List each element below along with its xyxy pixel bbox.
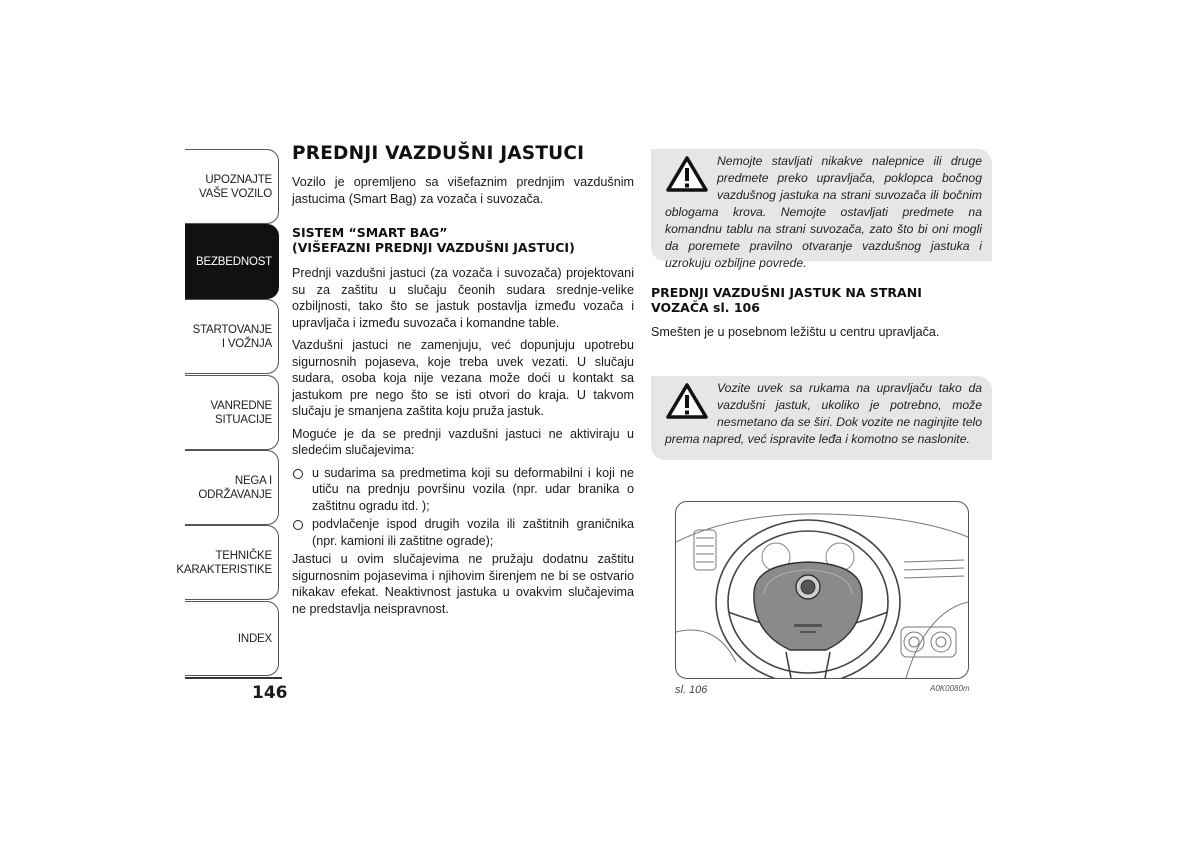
section-heading-line1: SISTEM “SMART BAG”: [292, 225, 448, 240]
tab-startovanje[interactable]: STARTOVANJE I VOŽNJA: [185, 299, 279, 374]
bullet-circle-icon: [293, 520, 303, 530]
page-divider: [185, 677, 282, 679]
paragraph-4: Jastuci u ovim slučajevima ne pružaju dodatnu zaštitu sigurnosnim pojasevima i njihovim širenjem ne bi se ostvario nikakav efekat. Neaktivnost jastuka u ovakvim slučajevima ne predstavlja neispravnost.: [292, 552, 634, 616]
driver-airbag-heading: [651, 285, 993, 315]
bullet-text: u sudarima sa predmetima koji su deformabilni i koji ne utiču na prednju površinu vozila (npr. udar branika o zaštitnu ogradu itd. );: [312, 465, 634, 513]
page-title: PREDNJI VAZDUŠNI JASTUCI: [292, 143, 585, 164]
figure-code: A0K0080m: [930, 684, 970, 693]
tab-index[interactable]: INDEX: [185, 601, 279, 676]
section-heading: [292, 225, 634, 255]
warning-box-1: [651, 149, 992, 270]
driver-airbag-heading-line2: VOZAČA sl. 106: [651, 300, 760, 315]
section-heading-line2: (VIŠEFAZNI PREDNJI VAZDUŠNI JASTUCI): [292, 240, 575, 255]
paragraph-2: Vazdušni jastuci ne zamenjuju, već dopunjuju upotrebu sigurnosnih pojaseva, koje treba uvek vezati. U slučaju sudara, osoba koja nije vezana može doći u kontakt sa jastukom pre nego što se isti otvori do kraja. U takvom slučaju je smanjena zaštita koju pruža jastuk.: [292, 338, 634, 418]
steering-wheel-figure: [675, 501, 969, 679]
warning-text-2: Vozite uvek sa rukama na upravljaču tako da vazdušni jastuk, ukoliko je potrebno, može nesmetano da se širi. Dok vozite ne naginjite telo prema napred, već ispravite leđa i komotno se naslonite.: [665, 381, 982, 446]
bullet-circle-icon: [293, 469, 303, 479]
paragraph-1: Prednji vazdušni jastuci (za vozača i suvozača) projektovani su za zaštitu u slučaju čeonih sudara srednje-velike ozbiljnosti, tako što se jastuk postavlja između vozača i upravljača i između suvozača i komandne table.: [292, 266, 634, 330]
intro-paragraph: Vozilo je opremljeno sa višefaznim prednjim vazdušnim jastucima (Smart Bag) za vozača i suvozača.: [292, 175, 634, 206]
warning-text-1: Nemojte stavljati nikakve nalepnice ili druge predmete preko upravljača, poklopca bočnog vazdušnog jastuka na strani suvozača ili bočnim oblogama krova. Nemojte ostavljati predmete na komandnu tablu na strani suvozača, zato što bi oni mogli da poremete pravilno otvaranje vazdušnog jastuka i uzrokuju ozbiljne povrede.: [665, 154, 982, 270]
warning-triangle-icon: [665, 382, 709, 420]
page-number: 146: [252, 683, 288, 703]
warning-triangle-icon: [665, 155, 709, 193]
tab-nega[interactable]: NEGA I ODRŽAVANJE: [185, 450, 279, 525]
figure-caption: sl. 106: [675, 684, 708, 696]
tab-vanredne[interactable]: VANREDNE SITUACIJE: [185, 375, 279, 450]
main-column: [292, 143, 634, 623]
tab-tehnicke[interactable]: TEHNIČKE KARAKTERISTIKE: [185, 525, 279, 600]
warning-box-2: [651, 376, 992, 460]
driver-airbag-heading-line1: PREDNJI VAZDUŠNI JASTUK NA STRANI: [651, 285, 922, 300]
list-item: [292, 465, 634, 515]
tab-upoznajte[interactable]: UPOZNAJTE VAŠE VOZILO: [185, 149, 279, 224]
bullet-list: [292, 465, 634, 550]
bullet-text: podvlačenje ispod drugih vozila ili zaštitnih graničnika (npr. kamioni ili zaštitne ograde);: [312, 517, 634, 548]
steering-wheel-illustration: [676, 502, 968, 678]
driver-airbag-paragraph: Smešten je u posebnom ležištu u centru upravljača.: [651, 325, 940, 339]
list-item: [292, 516, 634, 549]
paragraph-3: Moguće je da se prednji vazdušni jastuci ne aktiviraju u sledećim slučajevima:: [292, 426, 634, 457]
tab-bezbednost[interactable]: BEZBEDNOST: [185, 224, 279, 299]
